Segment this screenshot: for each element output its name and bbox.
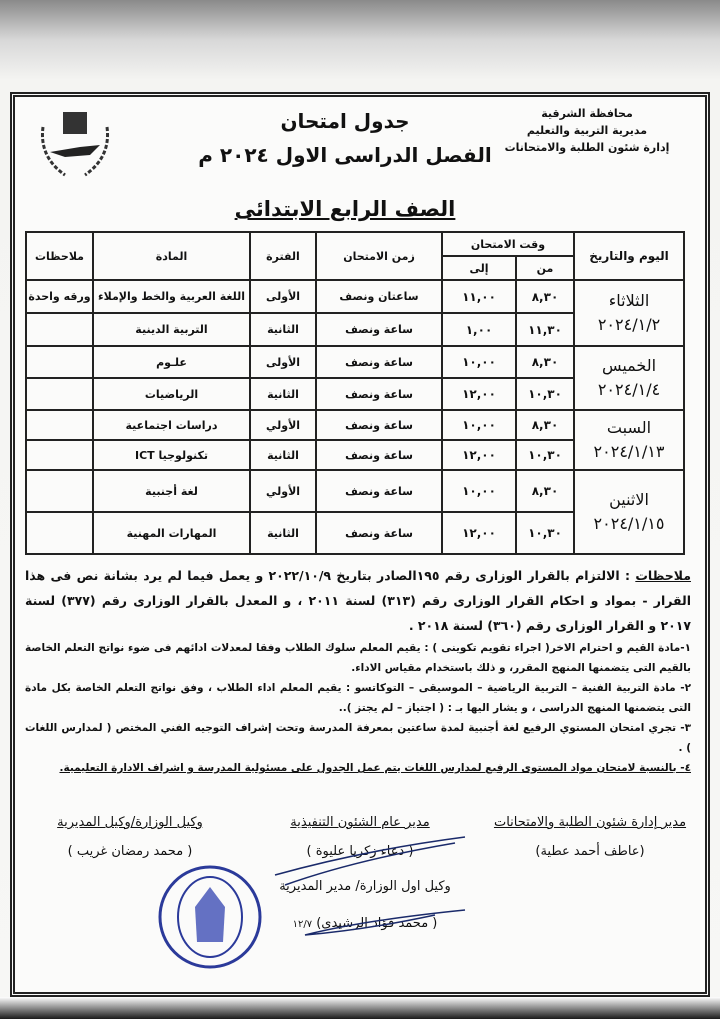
notes-label: ملاحظات xyxy=(635,568,691,583)
document-title: جدول امتحان xyxy=(280,109,410,133)
day-date-cell xyxy=(574,346,684,410)
org-line: محافظة الشرقية xyxy=(541,107,633,120)
signature-block xyxy=(25,815,235,859)
subject: اللغة العربية والخط والإملاء xyxy=(93,280,250,313)
to-time: ١٠,٠٠ xyxy=(442,470,516,512)
header-notes: ملاحظات xyxy=(26,232,93,280)
duration: ساعة ونصف xyxy=(316,440,442,470)
from-time: ٨,٣٠ xyxy=(516,410,574,440)
signature-title: وكيل الوزارة/وكيل المديرية xyxy=(57,815,203,830)
duration: ساعة ونصف xyxy=(316,313,442,346)
exam-date: ٢٠٢٤/١/١٥ xyxy=(593,514,665,533)
signature-name: (عاطف أحمد عطية) xyxy=(535,844,645,859)
note-item: ٢- مادة التربية الفنية – التربية الرياضية – الموسيقى – التوكاتسو : يقيم المعلم اداء الطلاب ، وفق نواتج التعلم الخاصة بكل مادة التى يتضمنها المنهج الدراسى ، و يشار اليها بـ : ( اجتياز – لم يجتز ).. xyxy=(25,682,691,714)
row-notes xyxy=(26,313,93,346)
note-item: ٤- بالنسبة لامتحان مواد المستوى الرفيع لمدارس اللغات يتم عمل الجدول على مسئولية المدرسة و اشراف الادارة التعليمية. xyxy=(59,762,691,774)
note-item: ٣- تجري امتحان المستوي الرفيع لغة أجنبية لمدة ساعتين بمعرفة المدرسة وتحت إشراف التوجيه الفني المختص ( لمدارس اللغات ) . xyxy=(25,722,691,754)
header-duration: زمن الامتحان xyxy=(316,232,442,280)
notes-section xyxy=(25,563,691,778)
to-time: ١١,٠٠ xyxy=(442,280,516,313)
subject: المهارات المهنية xyxy=(93,512,250,554)
organization-header xyxy=(487,105,687,156)
to-time: ١,٠٠ xyxy=(442,313,516,346)
duration: ساعة ونصف xyxy=(316,346,442,378)
row-notes xyxy=(26,470,93,512)
day-name: الخميس xyxy=(601,356,657,375)
period: الثانية xyxy=(250,313,316,346)
row-notes xyxy=(26,346,93,378)
signature-name: ( محمد رمضان غريب ) xyxy=(67,844,193,859)
signature-block xyxy=(485,815,695,859)
signature-date: ١٢/٧ xyxy=(292,919,313,930)
duration: ساعة ونصف xyxy=(316,512,442,554)
day-date-cell xyxy=(574,280,684,346)
period: الأولى xyxy=(250,280,316,313)
subject: التربية الدينية xyxy=(93,313,250,346)
row-notes: ورقه واحدة xyxy=(26,280,93,313)
period: الأولي xyxy=(250,470,316,512)
table-row xyxy=(26,470,684,512)
subject: لغة أجنبية xyxy=(93,470,250,512)
header-exam-time: وقت الامتحان xyxy=(442,232,574,256)
period: الثانية xyxy=(250,378,316,410)
day-date-cell xyxy=(574,470,684,554)
duration: ساعة ونصف xyxy=(316,470,442,512)
period: الأولى xyxy=(250,346,316,378)
from-time: ١٠,٣٠ xyxy=(516,378,574,410)
duration: ساعتان ونصف xyxy=(316,280,442,313)
table-row xyxy=(26,346,684,378)
from-time: ٨,٣٠ xyxy=(516,470,574,512)
table-row xyxy=(26,410,684,440)
document-frame xyxy=(10,92,710,997)
exam-date: ٢٠٢٤/١/١٣ xyxy=(593,442,665,461)
notes-lead: : الالتزام بالقرار الوزارى رقم ١٩٥الصادر بتاريخ ٢٠٢٢/١٠/٩ و يعمل فيما لم يرد بشانة نص فى هذا القرار - بمواد و احكام القرار الوزارى رقم (٣١٣) لسنة ٢٠١١ ، و المعدل بالقرار الوزارى رقم (٣٧٧) لسنة ٢٠١٧ و القرار الوزارى رقم (٣٦٠) لسنة ٢٠١٨ . xyxy=(25,568,692,633)
header-day-date: اليوم والتاريخ xyxy=(574,232,684,280)
exam-schedule-table xyxy=(25,231,685,555)
from-time: ٨,٣٠ xyxy=(516,346,574,378)
row-notes xyxy=(26,440,93,470)
exam-date: ٢٠٢٤/١/٤ xyxy=(597,380,661,399)
table-row xyxy=(26,280,684,313)
signature-name: ( دعاء زكريا عليوة ) xyxy=(306,844,414,859)
duration: ساعة ونصف xyxy=(316,378,442,410)
day-date-cell xyxy=(574,410,684,470)
header-from: من xyxy=(516,256,574,280)
to-time: ١٢,٠٠ xyxy=(442,440,516,470)
note-item: ١-مادة القيم و احترام الاخر( اجراء تقويم تكوينى ) : يقيم المعلم سلوك الطلاب وفقا لمعدلات ادائهم فى ضوء نواتج التعلم الخاصة بالقيم التى يتضمنها المنهج المقرر، و ذلك باستخدام مقياس الاداء. xyxy=(25,642,691,674)
from-time: ١١,٣٠ xyxy=(516,313,574,346)
to-time: ١٠,٠٠ xyxy=(442,346,516,378)
signature-name: ( محمد فؤاد الرشيدى) xyxy=(316,916,438,931)
header-period: الفترة xyxy=(250,232,316,280)
day-name: السبت xyxy=(606,418,652,437)
day-name: الثلاثاء xyxy=(608,291,650,310)
term-title: الفصل الدراسى الاول ٢٠٢٤ م xyxy=(198,143,492,167)
row-notes xyxy=(26,410,93,440)
exam-date: ٢٠٢٤/١/٢ xyxy=(597,315,661,334)
org-line: مديرية التربية والتعليم xyxy=(526,124,648,137)
grade-title: الصف الرابع الابتدائى xyxy=(234,197,456,221)
to-time: ١٢,٠٠ xyxy=(442,512,516,554)
scan-edge xyxy=(0,997,720,1019)
day-name: الاثنين xyxy=(609,490,649,509)
from-time: ١٠,٣٠ xyxy=(516,512,574,554)
header-to: إلى xyxy=(442,256,516,280)
to-time: ١٠,٠٠ xyxy=(442,410,516,440)
header-subject: المادة xyxy=(93,232,250,280)
subject: تكنولوجيا ICT xyxy=(93,440,250,470)
subject: دراسات اجتماعية xyxy=(93,410,250,440)
signature-title: وكيل اول الوزارة/ مدير المديرية xyxy=(279,879,451,894)
period: الأولي xyxy=(250,410,316,440)
org-line: إدارة شئون الطلبة والامتحانات xyxy=(504,141,670,154)
signature-scribble-icon xyxy=(215,835,475,945)
signature-title: مدير إدارة شئون الطلبة والامتحانات xyxy=(493,815,687,830)
signature-title: مدير عام الشئون التنفيذية xyxy=(290,815,430,830)
subject: الرياضيات xyxy=(93,378,250,410)
duration: ساعة ونصف xyxy=(316,410,442,440)
subject: علـوم xyxy=(93,346,250,378)
period: الثانية xyxy=(250,440,316,470)
to-time: ١٢,٠٠ xyxy=(442,378,516,410)
row-notes xyxy=(26,378,93,410)
from-time: ١٠,٣٠ xyxy=(516,440,574,470)
ministry-logo-icon xyxy=(35,107,115,182)
period: الثانية xyxy=(250,512,316,554)
row-notes xyxy=(26,512,93,554)
from-time: ٨,٣٠ xyxy=(516,280,574,313)
